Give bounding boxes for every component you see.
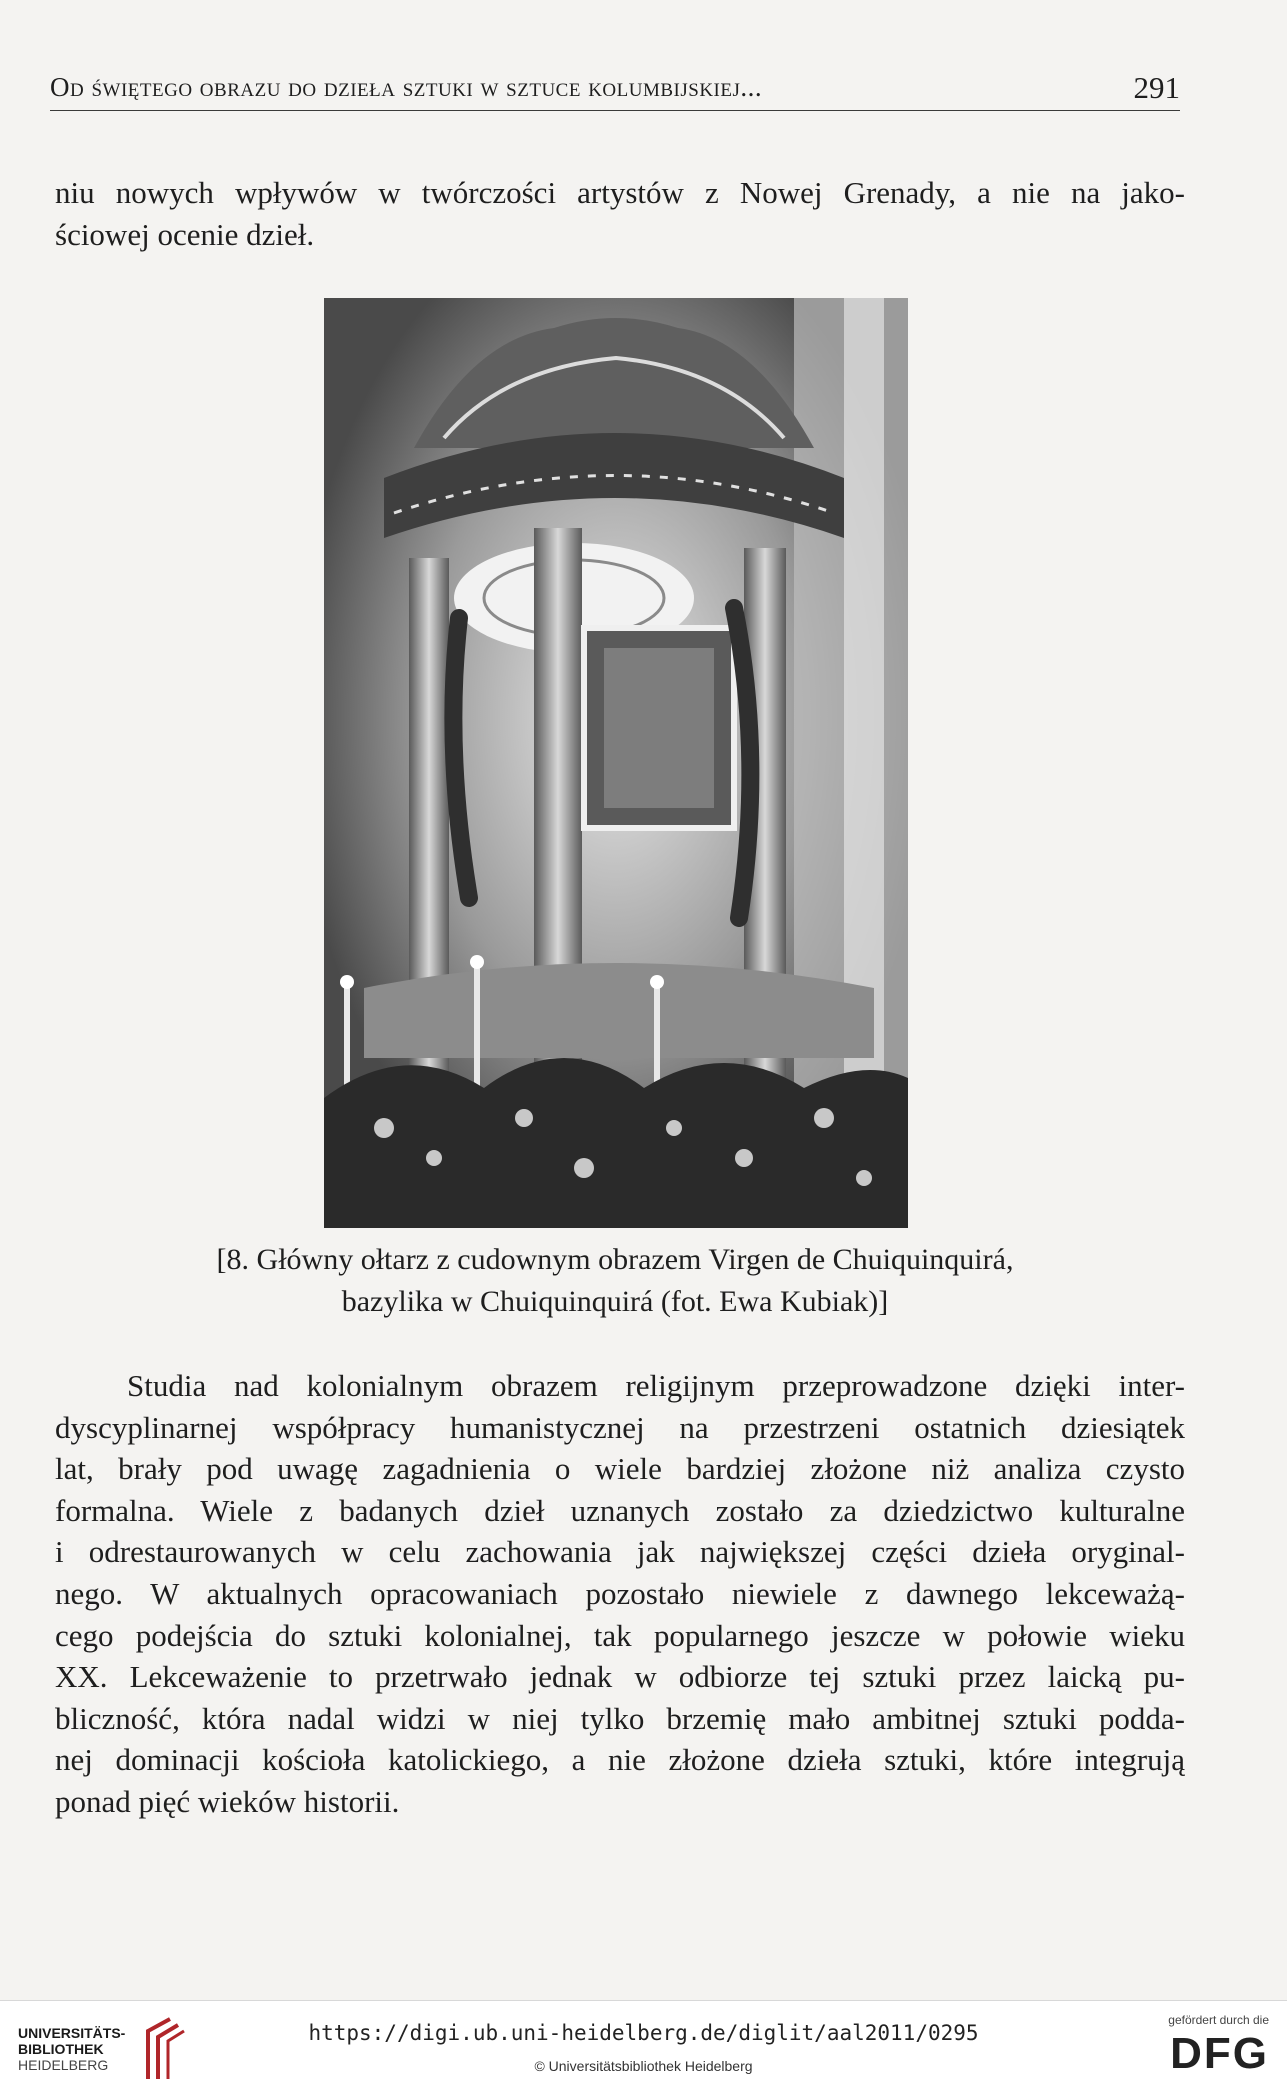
dfg-funding-logo[interactable] — [1129, 2009, 1269, 2085]
permalink-url[interactable]: https://digi.ub.uni-heidelberg.de/diglit/aal2011/0295 — [308, 2021, 979, 2045]
funder-note: gefördert durch die — [1168, 2013, 1269, 2027]
text-line: niu nowych wpływów w twórczości artystów z Nowej Grenady, a nie na jako- — [55, 175, 1185, 210]
text-line: dyscyplinarnej współpracy humanistycznej na przestrzeni ostatnich dziesiątek — [55, 1409, 1185, 1445]
text-line: ściowej ocenie dzieł. — [55, 216, 315, 252]
figure-caption-line: [8. Główny ołtarz z cudownym obrazem Virgen de Chuiquinquirá, — [216, 1243, 1014, 1276]
text-line: cego podejścia do sztuki kolonialnej, tak popularnego jeszcze w połowie wieku — [55, 1617, 1185, 1653]
text-line: formalna. Wiele z badanych dzieł uznanych zostało za dziedzictwo kulturalne — [55, 1492, 1185, 1528]
digitization-footer — [0, 2000, 1287, 2090]
text-line: nej dominacji kościoła katolickiego, a nie złożone dzieła sztuki, które integrują — [55, 1742, 1185, 1778]
paragraph-body — [55, 1365, 1185, 1823]
text-line: ponad pięć wieków historii. — [55, 1783, 400, 1819]
altar-photograph — [324, 298, 908, 1228]
text-line: bliczność, która nadal widzi w niej tylko brzemię mało ambitnej sztuki podda- — [55, 1700, 1185, 1736]
text-line: i odrestaurowanych w celu zachowania jak największej części dzieła oryginal- — [55, 1534, 1185, 1570]
figure-caption-line: bazylika w Chuiquinquirá (fot. Ewa Kubiak)] — [341, 1285, 889, 1318]
text-line: XX. Lekceważenie to przetrwało jednak w odbiorze tej sztuki przez laicką pu- — [55, 1659, 1185, 1695]
text-line: Studia nad kolonialnym obrazem religijnym przeprowadzone dzięki inter- — [127, 1368, 1185, 1403]
copyright-notice: © Universitätsbibliothek Heidelberg — [534, 2058, 753, 2074]
paragraph-continuation — [55, 172, 1185, 255]
running-title: Od świętego obrazu do dzieła sztuki w sztuce kolumbijskiej... — [50, 72, 763, 102]
text-line: nego. W aktualnych opracowaniach pozostało niewiele z dawnego lekceważą- — [55, 1575, 1185, 1611]
running-header — [50, 66, 1180, 111]
text-line: lat, brały pod uwagę zagadnienia o wiele bardziej złożone niż analiza czysto — [55, 1451, 1185, 1487]
page-number: 291 — [1133, 70, 1180, 105]
dfg-wordmark: DFG — [1170, 2029, 1269, 2078]
library-name: UNIVERSITÄTS- BIBLIOTHEK HEIDELBERG — [18, 2025, 126, 2073]
